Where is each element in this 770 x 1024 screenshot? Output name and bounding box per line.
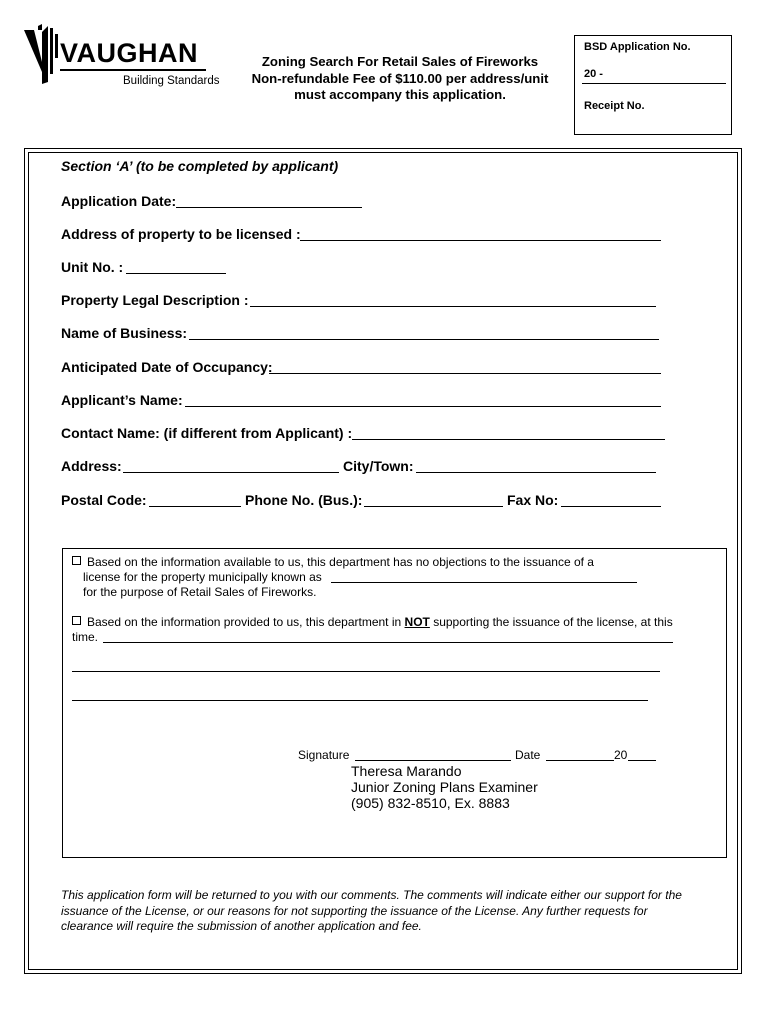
no-objection-checkbox[interactable] — [72, 556, 81, 565]
fax-label: Fax No: — [507, 492, 559, 508]
logo-divider — [60, 69, 206, 71]
footer-line-3: clearance will require the submission of another application and fee. — [61, 919, 422, 933]
purpose-text: for the purpose of Retail Sales of Fireworks. — [83, 585, 317, 599]
business-name-label: Name of Business: — [61, 325, 188, 341]
time-text: time. — [72, 630, 99, 644]
property-address-label: Address of property to be licensed : — [61, 226, 301, 242]
unit-number-field[interactable] — [126, 273, 226, 274]
examiner-phone: (905) 832-8510, Ex. 8883 — [351, 795, 510, 811]
title-line-1: Zoning Search For Retail Sales of Fireworks — [261, 54, 539, 69]
footer-line-1: This application form will be returned to you with our comments. The comments will indicate either our support for the — [61, 888, 682, 902]
option-not-supporting — [72, 615, 673, 629]
occupancy-date-field[interactable] — [269, 373, 661, 374]
not-emphasis: NOT — [404, 615, 430, 629]
application-date-label: Application Date: — [61, 193, 177, 209]
no-objection-text: Based on the information available to us, this department has no objections to the issuance of a — [87, 555, 594, 569]
postal-code-label: Postal Code: — [61, 492, 147, 508]
reason-line-3[interactable] — [72, 700, 648, 701]
contact-name-field[interactable] — [352, 439, 665, 440]
examiner-title: Junior Zoning Plans Examiner — [351, 779, 538, 795]
phone-label: Phone No. (Bus.): — [245, 492, 363, 508]
receipt-number-field[interactable]: Receipt No. — [584, 100, 645, 112]
signature-field[interactable] — [355, 760, 511, 761]
occupancy-date-label: Anticipated Date of Occupancy: — [61, 359, 273, 375]
logo-wordmark: VAUGHAN — [60, 38, 198, 68]
municipal-address-text: license for the property municipally known as — [83, 570, 322, 584]
bsd-application-number-field[interactable]: 20 - — [584, 68, 603, 80]
unit-number-label: Unit No. : — [61, 259, 124, 275]
legal-description-field[interactable] — [250, 306, 656, 307]
city-label: City/Town: — [343, 458, 414, 474]
bsd-application-label: BSD Application No. — [584, 41, 691, 53]
city-field[interactable] — [416, 472, 656, 473]
review-date-field[interactable] — [546, 760, 614, 761]
title-line-2: Non-refundable Fee of $110.00 per address/unit — [251, 70, 549, 86]
applicant-name-field[interactable] — [185, 406, 661, 407]
signature-label: Signature — [298, 748, 350, 762]
address-label: Address: — [61, 458, 122, 474]
postal-code-field[interactable] — [149, 506, 241, 507]
logo-subtitle: Building Standards — [123, 75, 220, 87]
option-no-objection — [72, 555, 594, 569]
review-year-field[interactable] — [628, 760, 656, 761]
reason-line-2[interactable] — [72, 671, 660, 672]
form-title — [230, 54, 570, 104]
business-name-field[interactable] — [189, 339, 659, 340]
footer-line-2: issuance of the License, or our reasons for not supporting the issuance of the License. Any further requests for — [61, 903, 648, 918]
application-date-field[interactable] — [176, 207, 362, 208]
phone-field[interactable] — [364, 506, 503, 507]
date-label: Date — [515, 748, 541, 762]
not-supporting-text-end: supporting the issuance of the license, at this — [429, 615, 673, 629]
footer-note — [61, 888, 721, 935]
bsd-number-underline — [582, 83, 726, 84]
legal-description-label: Property Legal Description : — [61, 292, 249, 308]
not-supporting-text-start: Based on the information provided to us, this department in — [87, 615, 405, 629]
address-field[interactable] — [123, 472, 339, 473]
fax-field[interactable] — [561, 506, 661, 507]
section-a-title: Section ‘A’ (to be completed by applicant) — [61, 158, 339, 174]
examiner-name: Theresa Marando — [351, 763, 462, 779]
title-line-3: must accompany this application. — [294, 87, 506, 102]
year-label: 20 — [614, 748, 628, 762]
municipal-address-field[interactable] — [331, 582, 637, 583]
reason-line-1[interactable] — [103, 642, 673, 643]
city-logo-icon — [24, 24, 64, 86]
contact-name-label: Contact Name: (if different from Applicant) : — [61, 425, 353, 441]
not-supporting-checkbox[interactable] — [72, 616, 81, 625]
applicant-name-label: Applicant’s Name: — [61, 392, 183, 408]
property-address-field[interactable] — [300, 240, 661, 241]
